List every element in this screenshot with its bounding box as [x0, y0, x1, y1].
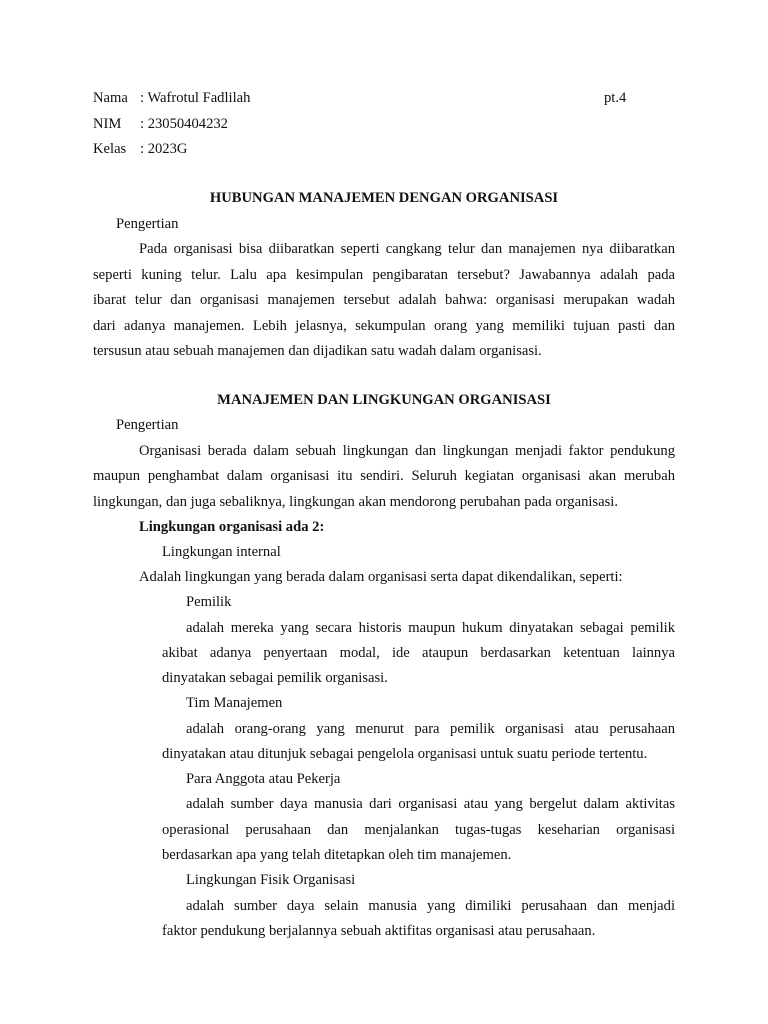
- internal-environment-desc: Adalah lingkungan yang berada dalam organisasi serta dapat dikendalikan, seperti:: [139, 569, 623, 585]
- item-title-members: Para Anggota atau Pekerja: [186, 771, 341, 787]
- class-value: : 2023G: [140, 141, 188, 157]
- section-2-subheading: Pengertian: [116, 417, 179, 433]
- item-desc-line: adalah mereka yang secara historis maupun hukum dinyatakan sebagai pemilik: [186, 620, 675, 636]
- nim-row: [93, 114, 228, 134]
- item-desc-line: dinyatakan atau ditunjuk sebagai pengelola organisasi untuk suatu periode tertentu.: [162, 746, 648, 762]
- item-desc-line: adalah sumber daya manusia dari organisasi atau yang bergelut dalam aktivitas: [186, 796, 675, 812]
- environment-count-label: Lingkungan organisasi ada 2:: [139, 519, 325, 535]
- section-1-paragraph-line: seperti kuning telur. Lalu apa kesimpulan pengibaratan tersebut? Jawabannya adalah pada: [93, 267, 675, 283]
- name-row: [93, 88, 250, 108]
- class-row: [93, 139, 187, 159]
- section-2-paragraph-line: Organisasi berada dalam sebuah lingkungan dan lingkungan menjadi faktor pendukung: [139, 443, 675, 459]
- class-label: Kelas: [93, 141, 127, 157]
- name-label: Nama: [93, 90, 128, 106]
- item-title-management-team: Tim Manajemen: [186, 695, 283, 711]
- name-value: : Wafrotul Fadlilah: [140, 90, 251, 106]
- section-1-title: HUBUNGAN MANAJEMEN DENGAN ORGANISASI: [209, 190, 559, 206]
- item-desc-line: adalah sumber daya selain manusia yang dimiliki perusahaan dan menjadi: [186, 898, 675, 914]
- section-2-title: MANAJEMEN DAN LINGKUNGAN ORGANISASI: [217, 392, 551, 408]
- section-1-subheading: Pengertian: [116, 216, 179, 232]
- item-desc-line: operasional perusahaan dan menjalankan tugas-tugas keseharian organisasi: [162, 822, 675, 838]
- section-1-paragraph-line: ibarat telur dan organisasi manajemen tersebut adalah bahwa: organisasi merupakan wadah: [93, 292, 675, 308]
- item-desc-line: dinyatakan sebagai pemilik organisasi.: [162, 670, 388, 686]
- item-title-physical-environment: Lingkungan Fisik Organisasi: [186, 872, 356, 888]
- item-desc-line: faktor pendukung berjalannya sebuah aktifitas organisasi atau perusahaan.: [162, 923, 596, 939]
- section-1-paragraph-line: tersusun atau sebuah manajemen dan dijadikan satu wadah dalam organisasi.: [93, 343, 542, 359]
- item-desc-line: akibat adanya penyertaan modal, ide ataupun berdasarkan ketentuan lainnya: [162, 645, 675, 661]
- internal-environment-label: Lingkungan internal: [162, 544, 281, 560]
- item-desc-line: berdasarkan apa yang telah ditetapkan oleh tim manajemen.: [162, 847, 512, 863]
- item-title-owner: Pemilik: [186, 594, 232, 610]
- nim-label: NIM: [93, 116, 122, 132]
- nim-value: : 23050404232: [140, 116, 228, 132]
- section-1-paragraph-line: dari adanya manajemen. Lebih jelasnya, sekumpulan orang yang memiliki tujuan pasti dan: [93, 318, 675, 334]
- item-desc-line: adalah orang-orang yang menurut para pemilik organisasi atau perusahaan: [186, 721, 675, 737]
- section-2-paragraph-line: lingkungan, dan juga sebaliknya, lingkungan akan mendorong perubahan pada organisasi.: [93, 494, 618, 510]
- section-1-paragraph-line: Pada organisasi bisa diibaratkan seperti cangkang telur dan manajemen nya diibaratkan: [139, 241, 675, 257]
- section-2-paragraph-line: maupun penghambat dalam organisasi itu sendiri. Seluruh kegiatan organisasi akan merubah: [93, 468, 675, 484]
- page-tag: pt.4: [604, 90, 627, 106]
